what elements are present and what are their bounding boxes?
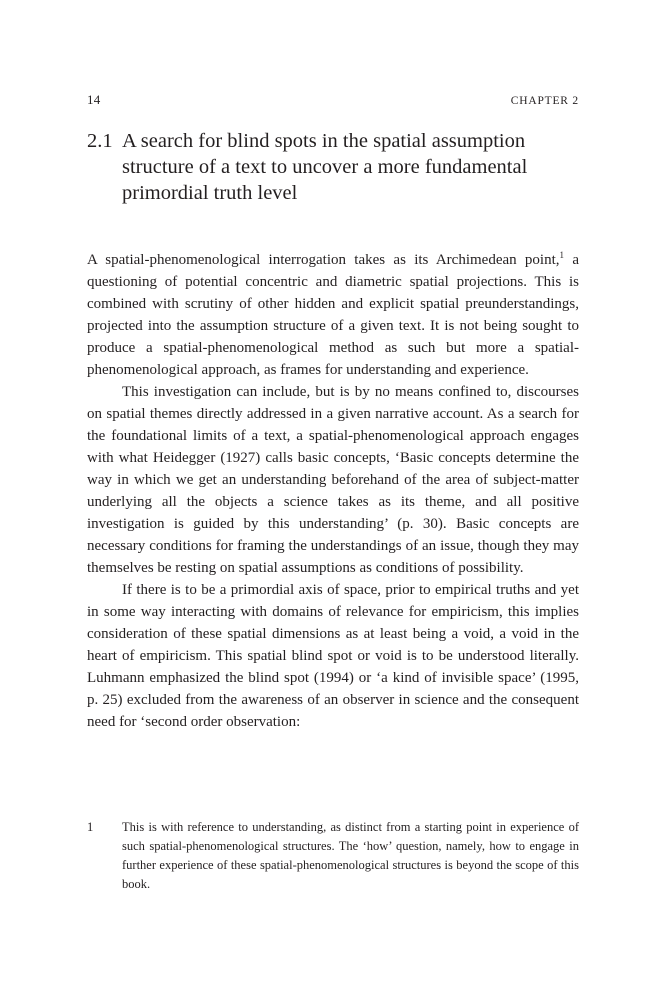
body-text xyxy=(87,249,579,733)
footnote xyxy=(87,818,579,894)
paragraph-1-text-start: A spatial-phenomenological interrogation takes as its Archimedean point, xyxy=(87,252,560,268)
page-number: 14 xyxy=(87,92,101,107)
footnote-text: This is with reference to understanding, as distinct from a starting point in experience of such spatial-phenomenological structures. The ‘how’ question, namely, how to engage in further experience of these spatial-phenomenological structures is beyond the scope of this book. xyxy=(122,820,579,891)
running-head xyxy=(87,92,579,108)
section-number: 2.1 xyxy=(87,130,113,152)
paragraph-2: This investigation can include, but is by no means confined to, discourses on spatial themes directly addressed in a given narrative account. As a search for the foundational limits of a text, a spatial-phenomenological approach engages with what Heidegger (1927) calls basic concepts, ‘Basic concepts determine the way in which we get an understanding beforehand of the area of subject-matter underlying all the objects a science takes as its theme, and all positive investigation is guided by this understanding’ (p. 30). Basic concepts are necessary conditions for framing the understandings of an issue, though they may themselves be resting on spatial assumptions as conditions of possibility. xyxy=(87,384,579,576)
paragraph-1-text-end: a questioning of potential concentric and diametric spatial projections. This is combined with scrutiny of other hidden and explicit spatial preunderstandings, projected into the assumption structure of a given text. It is not being sought to produce a spatial-phenomenological method as such but more a spatial-phenomenological approach, as frames for understanding and experience. xyxy=(87,252,579,378)
section-heading xyxy=(87,128,557,206)
chapter-label: CHAPTER 2 xyxy=(510,95,579,107)
footnote-number: 1 xyxy=(87,820,94,834)
footnote-reference[interactable]: 1 xyxy=(559,250,565,260)
section-title: A search for blind spots in the spatial assumption structure of a text to uncover a more fundamental primordial truth level xyxy=(122,130,528,204)
paragraph-1 xyxy=(87,249,579,381)
paragraph-3: If there is to be a primordial axis of space, prior to empirical truths and yet in some way interacting with domains of relevance for empiricism, this implies consideration of these spatial dimensions as at least being a void, a void in the heart of empiricism. This spatial blind spot or void is to be understood literally. Luhmann emphasized the blind spot (1994) or ‘a kind of invisible space’ (1995, p. 25) excluded from the awareness of an observer in science and the consequent need for ‘second order observation: xyxy=(87,582,579,730)
